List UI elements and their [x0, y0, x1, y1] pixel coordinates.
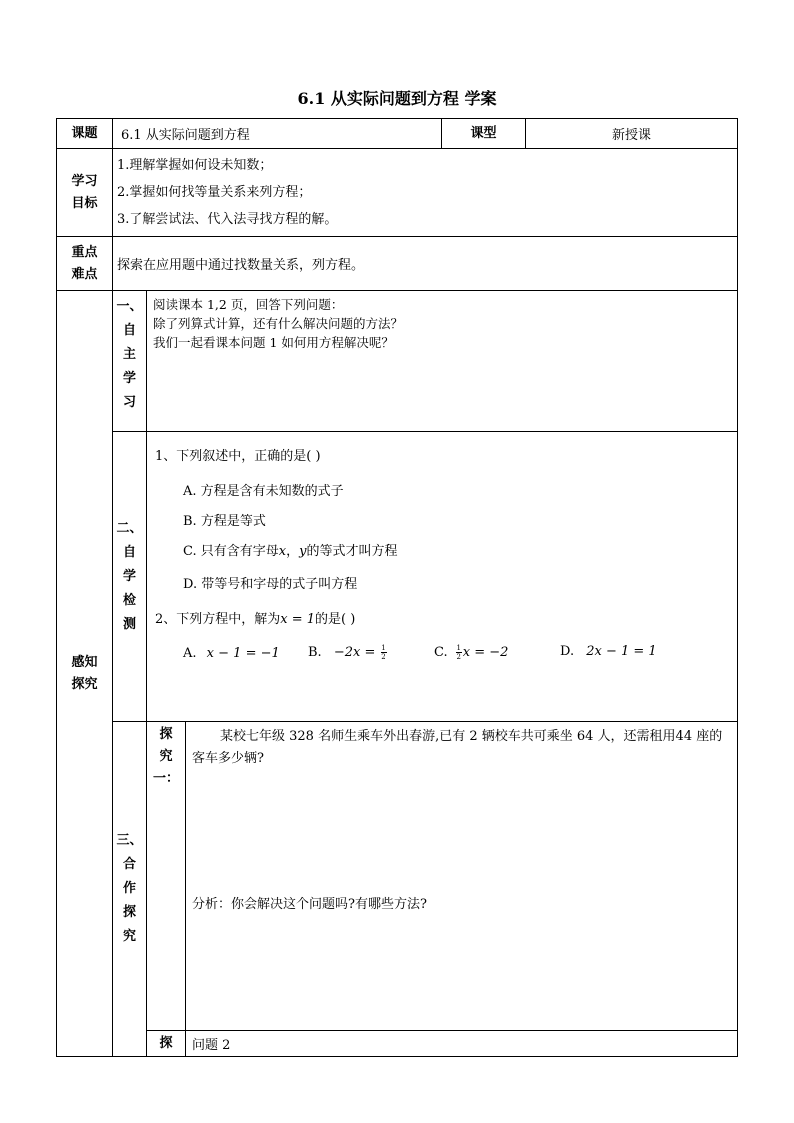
- q1-option-c-text: C. 只有含有字母: [183, 544, 279, 559]
- q1-option-d: D. 带等号和字母的式子叫方程: [183, 577, 358, 592]
- explore1-content: [186, 722, 738, 1031]
- goal-item: 1.理解掌握如何设未知数；: [117, 158, 273, 173]
- section1-content: [147, 291, 738, 432]
- heading-char: 三、: [116, 833, 143, 848]
- heading-char: 究: [122, 929, 136, 944]
- numerator: 1: [381, 644, 386, 652]
- keypoints-label-line2: 难点: [71, 266, 98, 282]
- section2-row: [57, 432, 738, 722]
- heading-char: 作: [122, 881, 136, 896]
- option-label: A.: [183, 646, 197, 661]
- section2-content: [147, 432, 738, 722]
- type-label: 课型: [442, 119, 526, 149]
- section3-heading: [113, 722, 147, 1057]
- goals-row: [57, 149, 738, 237]
- q2-text: 2、下列方程中，解为: [155, 612, 281, 627]
- heading-char: 习: [122, 395, 136, 410]
- separator: ，: [286, 544, 300, 559]
- question-2: [155, 608, 355, 627]
- denominator: 2: [456, 653, 461, 661]
- q2-math: x = 1: [280, 612, 316, 627]
- heading-char: 学: [122, 568, 136, 584]
- keypoints-label-line1: 重点: [71, 244, 98, 260]
- problem2-text: 问题 2: [186, 1031, 738, 1057]
- keypoints-label: [57, 237, 113, 291]
- section1-line: 除了列算式计算，还有什么解决问题的方法？: [153, 316, 404, 331]
- fraction: [381, 644, 387, 661]
- heading-char: 测: [122, 616, 136, 632]
- goal-item: 2.掌握如何找等量关系来列方程；: [117, 185, 312, 200]
- heading-char: 合: [122, 857, 136, 872]
- denominator: 2: [381, 653, 386, 661]
- q2-option-b-math: −2x =: [333, 645, 376, 660]
- topic-label: 课题: [57, 119, 113, 149]
- section3-row: [57, 722, 738, 1031]
- section1-row: [57, 291, 738, 432]
- label-char: 探: [159, 727, 173, 742]
- label-char: 一：: [152, 771, 179, 786]
- q2-option-d-math: 2x − 1 = 1: [586, 644, 657, 659]
- topic-row: [57, 119, 738, 149]
- goals-label: [57, 149, 113, 237]
- heading-char: 主: [122, 347, 136, 362]
- q2-option-c: [434, 644, 508, 661]
- option-label: B.: [308, 645, 322, 660]
- q2-option-a-math: x − 1 = −1: [206, 646, 280, 661]
- explore-label: [57, 291, 113, 1057]
- heading-char: 探: [122, 905, 136, 920]
- q1-option-a: A. 方程是含有未知数的式子: [183, 484, 344, 499]
- question-1: 1、下列叙述中，正确的是( ): [155, 449, 321, 464]
- q1-option-b: B. 方程是等式: [183, 514, 266, 529]
- explore-label-line1: 感知: [71, 654, 98, 670]
- q1-option-c: [183, 540, 397, 559]
- section1-heading: [113, 291, 147, 432]
- q2-option-d: [560, 644, 657, 659]
- q2-option-c-math: x = −2: [462, 645, 509, 660]
- q2-option-b: [308, 644, 388, 661]
- math-y: y: [299, 544, 307, 559]
- q1-option-c-text-end: 的等式才叫方程: [306, 544, 398, 559]
- q2-text-end: 的是( ): [315, 612, 356, 627]
- page-title: 6.1 从实际问题到方程 学案: [297, 89, 497, 108]
- analysis-text: 分析：你会解决这个问题吗?有哪些方法?: [192, 897, 427, 912]
- explore2-label: 探: [147, 1031, 186, 1057]
- heading-char: 一、: [116, 299, 143, 314]
- explore1-label: [147, 722, 186, 1031]
- goals-label-line1: 学习: [71, 173, 98, 189]
- q2-option-a: [183, 646, 280, 661]
- heading-char: 自: [122, 544, 136, 560]
- math-x: x: [278, 544, 287, 559]
- type-value: 新授课: [526, 119, 738, 149]
- problem-text: 某校七年级 328 名师生乘车外出春游,已有 2 辆校车共可乘坐 64 人，还需租用44 座的客车多少辆?: [192, 729, 723, 766]
- option-label: C.: [434, 645, 448, 660]
- section2-heading: [113, 432, 147, 722]
- heading-char: 自: [122, 323, 136, 338]
- topic-value: 6.1 从实际问题到方程: [113, 119, 442, 149]
- keypoints-text: 探索在应用题中通过找数量关系，列方程。: [113, 237, 738, 291]
- heading-char: 二、: [116, 520, 143, 536]
- goals-list: [113, 149, 738, 237]
- explore2-row: [57, 1031, 738, 1057]
- section1-line: 阅读课本 1,2 页，回答下列问题：: [153, 297, 344, 312]
- option-label: D.: [560, 644, 575, 659]
- section1-line: 我们一起看课本问题 1 如何用方程解决呢？: [153, 335, 394, 350]
- goals-label-line2: 目标: [71, 195, 98, 211]
- label-char: 究: [159, 749, 173, 764]
- fraction: [456, 644, 462, 661]
- heading-char: 检: [122, 592, 136, 608]
- goal-item: 3.了解尝试法、代入法寻找方程的解。: [117, 212, 338, 227]
- heading-char: 学: [122, 371, 136, 386]
- keypoints-row: [57, 237, 738, 291]
- explore-label-line2: 探究: [71, 676, 98, 692]
- numerator: 1: [456, 644, 461, 652]
- lesson-table: [56, 118, 738, 1057]
